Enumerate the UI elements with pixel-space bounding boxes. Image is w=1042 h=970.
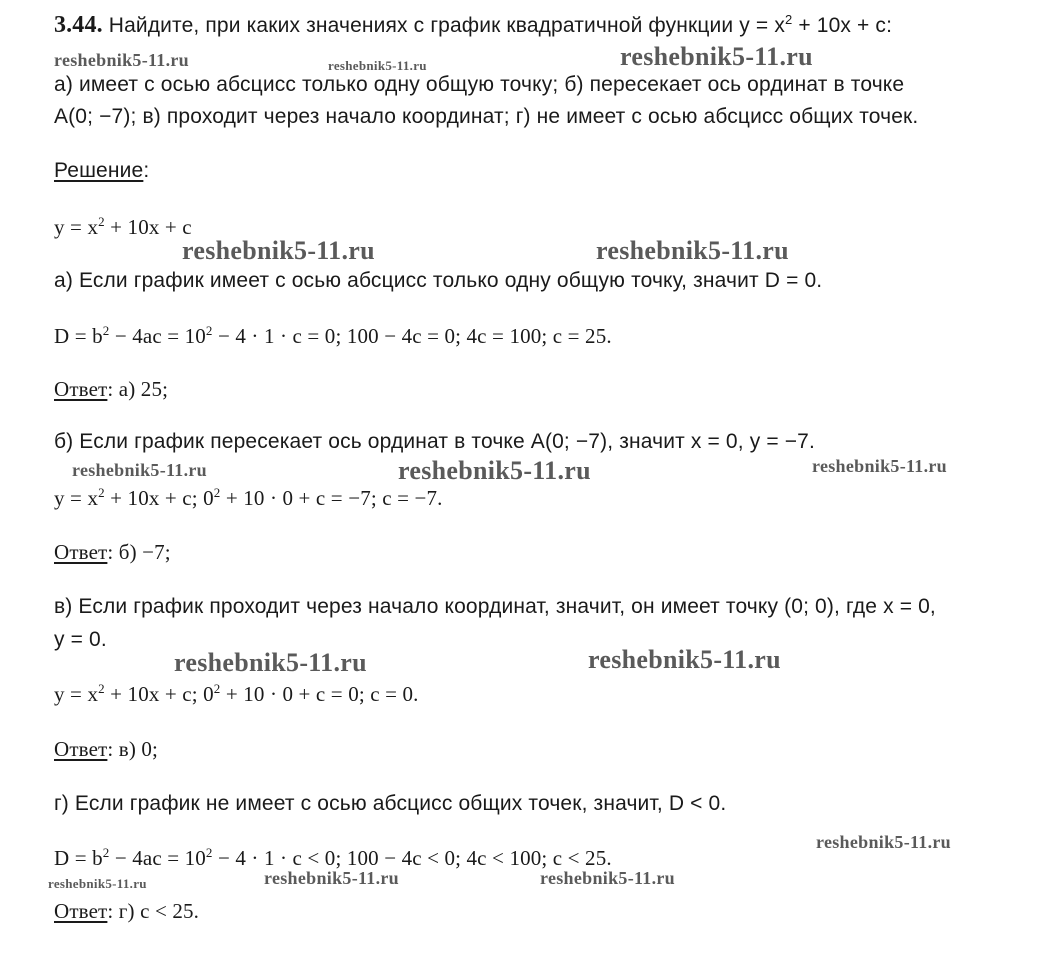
watermark: reshebnik5-11.ru [540, 868, 675, 888]
part-g-calc: $D = b^2 - 4ac = 10^2 - 4 \cdot 1 \cdot c < 0$; 100 − 4c < 0; 4c < 100; c < 25. [54, 845, 612, 870]
problem-line-3: A(0; −7); в) проходит через начало координат; г) не имеет с осью абсцисс общих точек. [54, 105, 919, 128]
solution-formula: $y = x^2 + 10x + c$ [54, 214, 192, 239]
part-g-condition: г) Если график не имеет с осью абсцисс общих точек, значит, D < 0. [54, 792, 727, 815]
watermark: reshebnik5-11.ru [264, 868, 399, 888]
part-a-calc: $D = b^2 - 4ac = 10^2 - 4 \cdot 1 \cdot c = 0$; 100 − 4c = 0; 4c = 100; c = 25. [54, 323, 612, 348]
watermark: reshebnik5-11.ru [588, 645, 781, 674]
watermark: reshebnik5-11.ru [48, 876, 147, 891]
watermark: reshebnik5-11.ru [174, 648, 367, 677]
part-a-answer: Ответ: а) 25; [54, 377, 169, 401]
problem-line-2: а) имеет с осью абсцисс только одну общую точку; б) пересекает ось ординат в точке [54, 73, 905, 96]
watermark: reshebnik5-11.ru [816, 832, 951, 852]
watermark: reshebnik5-11.ru [72, 460, 207, 480]
watermark: reshebnik5-11.ru [328, 58, 427, 73]
part-v-condition-1: в) Если график проходит через начало координат, значит, он имеет точку (0; 0), где x = 0, [54, 595, 936, 618]
problem-line-1: 3.44. Найдите, при каких значениях c график квадратичной функции $y = x^2 + 10x + c$: [54, 12, 893, 38]
part-a-condition: а) Если график имеет с осью абсцисс только одну общую точку, значит D = 0. [54, 269, 823, 292]
watermark: reshebnik5-11.ru [398, 456, 591, 485]
watermark: reshebnik5-11.ru [620, 42, 813, 71]
watermark: reshebnik5-11.ru [54, 50, 189, 70]
part-b-condition: б) Если график пересекает ось ординат в точке A(0; −7), значит x = 0, y = −7. [54, 430, 815, 453]
part-b-calc: $y = x^2 + 10x + c$; $0^2 + 10 \cdot 0 + c = -7$; c = −7. [54, 485, 443, 510]
part-v-answer: Ответ: в) 0; [54, 737, 159, 761]
part-b-answer: Ответ: б) −7; [54, 540, 171, 564]
problem-number: 3.44. [54, 12, 103, 38]
watermark: reshebnik5-11.ru [596, 236, 789, 265]
watermark: reshebnik5-11.ru [812, 456, 947, 476]
solution-heading: Решение: [54, 159, 150, 182]
part-v-condition-2: y = 0. [54, 628, 107, 651]
part-g-answer: Ответ: г) c < 25. [54, 899, 200, 923]
watermark: reshebnik5-11.ru [182, 236, 375, 265]
part-v-calc: $y = x^2 + 10x + c$; $0^2 + 10 \cdot 0 + c = 0$; c = 0. [54, 681, 419, 706]
